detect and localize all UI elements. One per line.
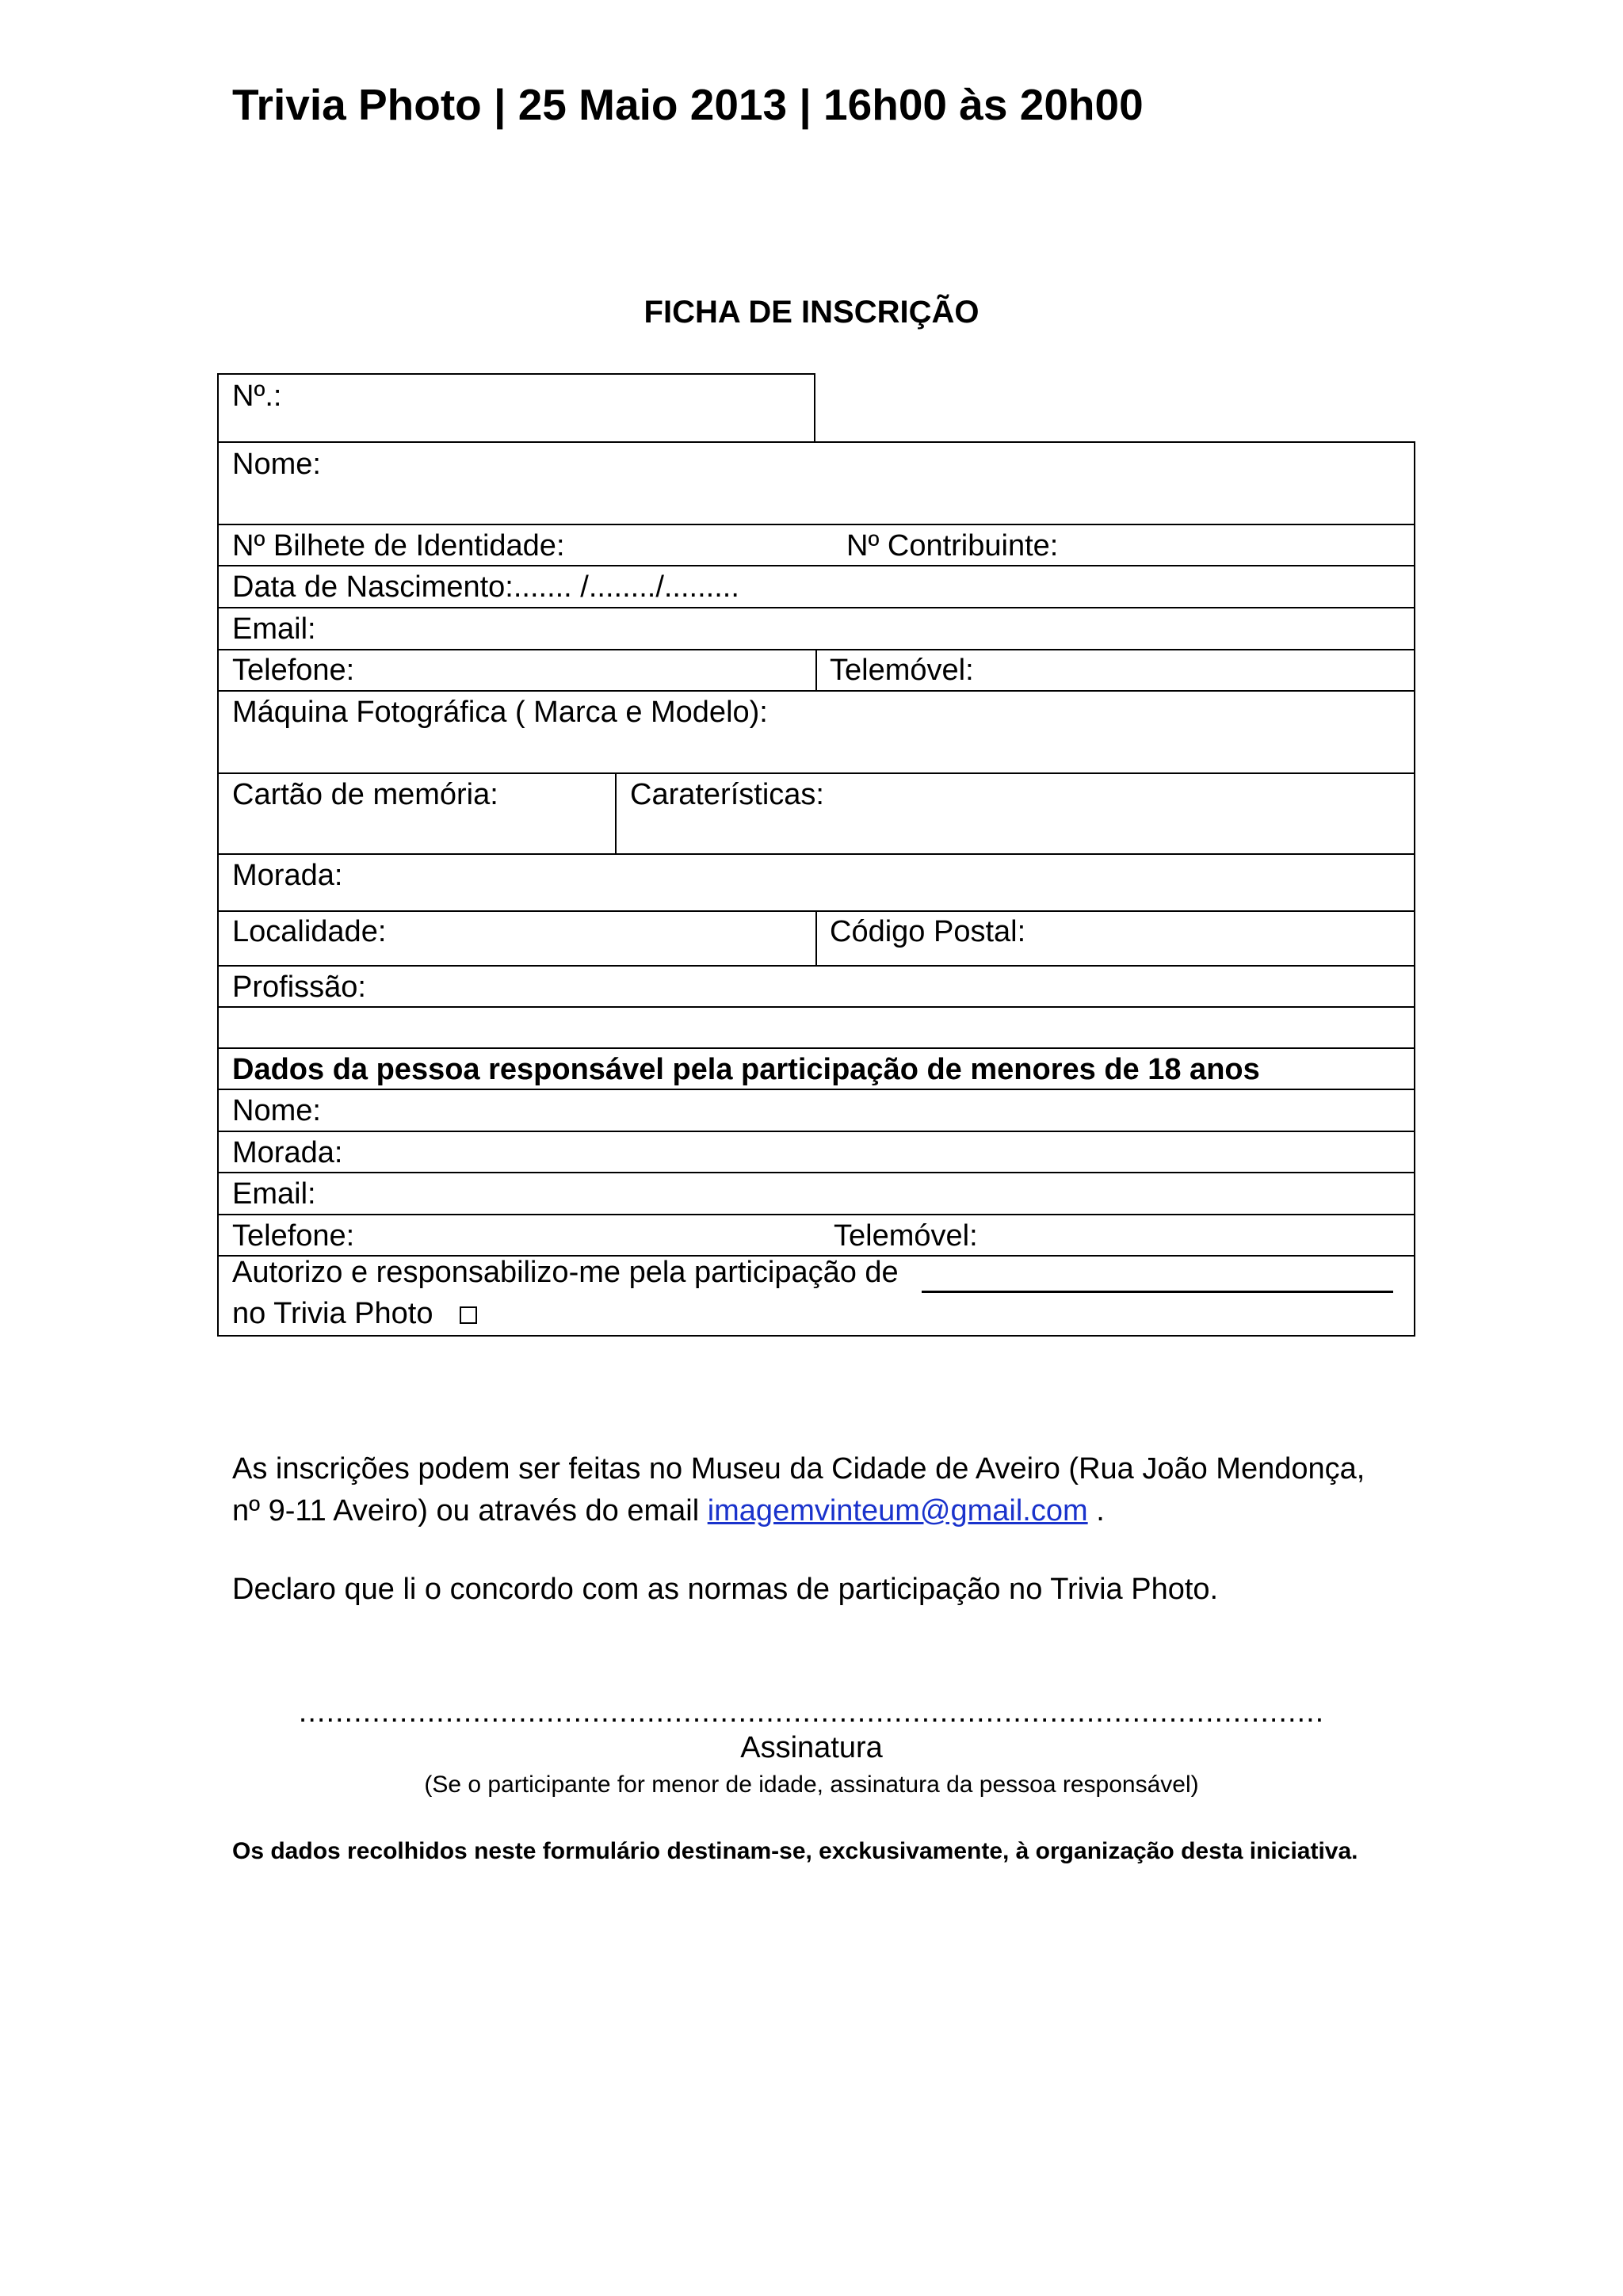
locality-label: Localidade:	[232, 915, 387, 948]
postal-code-label: Código Postal:	[830, 915, 1026, 948]
row-divider	[217, 1131, 1415, 1132]
phone-label: Telefone:	[232, 654, 355, 687]
page-title: Trivia Photo | 25 Maio 2013 | 16h00 às 20h00	[232, 80, 1144, 129]
authorization-text: Autorizo e responsabilizo-me pela participação de	[232, 1256, 899, 1289]
name-label: Nome:	[232, 448, 321, 481]
number-field-box[interactable]	[217, 373, 815, 443]
guardian-heading: Dados da pessoa responsável pela participação de menores de 18 anos	[232, 1053, 1260, 1086]
row-divider	[217, 1214, 1415, 1215]
declaration-text: Declaro que li o concordo com as normas de participação no Trivia Photo.	[232, 1573, 1219, 1606]
row-divider	[217, 565, 1415, 566]
email-label: Email:	[232, 612, 316, 646]
guardian-name-label: Nome:	[232, 1094, 321, 1127]
column-divider	[815, 649, 817, 692]
memory-card-label: Cartão de memória:	[232, 778, 498, 811]
row-divider	[217, 1006, 1415, 1008]
row-divider	[217, 1047, 1415, 1049]
email-link[interactable]: imagemvinteum@gmail.com	[707, 1494, 1088, 1527]
row-divider	[217, 607, 1415, 608]
column-divider	[615, 772, 617, 854]
registration-text: As inscrições podem ser feitas no Museu da Cidade de Aveiro (Rua João Mendonça, nº 9-11 Aveiro) ou através do email	[232, 1452, 1365, 1527]
row-divider	[217, 524, 1415, 525]
profession-label: Profissão:	[232, 971, 366, 1004]
registration-end: .	[1087, 1494, 1105, 1527]
authorization-checkbox[interactable]	[460, 1306, 477, 1324]
guardian-email-label: Email:	[232, 1177, 316, 1211]
authorization-text-2: no Trivia Photo	[232, 1297, 433, 1330]
registration-info	[232, 1448, 1397, 1532]
signature-note: (Se o participante for menor de idade, assinatura da pessoa responsável)	[424, 1772, 1199, 1798]
guardian-phone-label: Telefone:	[232, 1219, 355, 1253]
characteristics-label: Caraterísticas:	[630, 778, 824, 811]
camera-label: Máquina Fotográfica ( Marca e Modelo):	[232, 696, 768, 729]
minor-name-blank[interactable]	[922, 1261, 1393, 1293]
signature-line[interactable]: ................................................................................................................	[298, 1695, 1325, 1729]
number-label: Nº.:	[232, 379, 282, 413]
data-usage-note: Os dados recolhidos neste formulário destinam-se, exckusivamente, à organização desta iniciativa.	[232, 1838, 1358, 1864]
guardian-mobile-label: Telemóvel:	[834, 1219, 978, 1253]
taxpayer-label: Nº Contribuinte:	[846, 529, 1059, 563]
row-divider	[217, 772, 1415, 774]
signature-label: Assinatura	[740, 1731, 883, 1764]
row-divider	[217, 853, 1415, 855]
birthdate-label: Data de Nascimento:....... /......../.........	[232, 570, 739, 604]
authorization-block	[232, 1252, 1393, 1334]
row-divider	[217, 1089, 1415, 1090]
id-card-label: Nº Bilhete de Identidade:	[232, 529, 565, 563]
guardian-address-label: Morada:	[232, 1136, 343, 1169]
column-divider	[815, 910, 817, 966]
row-divider	[217, 1172, 1415, 1173]
address-label: Morada:	[232, 859, 343, 892]
form-title: FICHA DE INSCRIÇÃO	[643, 295, 980, 330]
mobile-label: Telemóvel:	[830, 654, 974, 687]
